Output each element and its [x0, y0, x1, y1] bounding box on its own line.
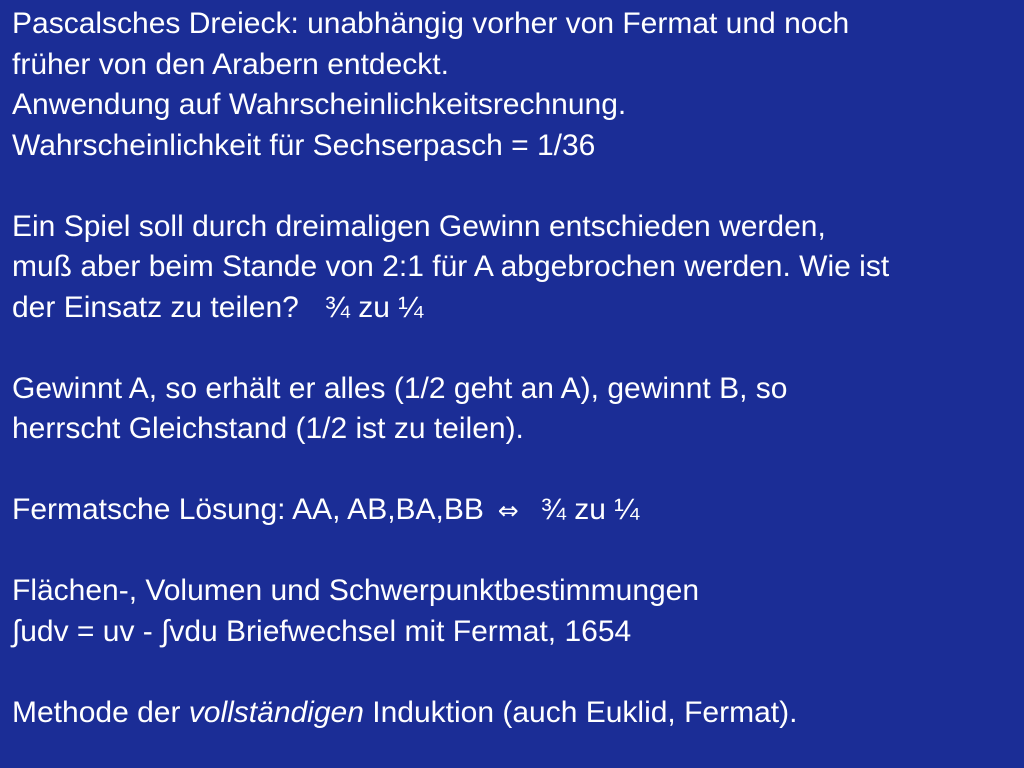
text-line-probability-application: Anwendung auf Wahrscheinlichkeitsrechnung.	[12, 88, 627, 121]
fermat-solution-text: Fermatsche Lösung: AA, AB,BA,BB	[12, 493, 484, 526]
induction-after: Induktion (auch Euklid, Fermat).	[363, 695, 798, 729]
stake-answer: ¾ zu ¼	[324, 290, 424, 324]
stake-question: der Einsatz zu teilen?	[12, 290, 299, 324]
formula-part-a: udv = uv -	[20, 614, 162, 648]
iff-arrow-icon: ⇔	[497, 496, 519, 525]
text-line-tie: herrscht Gleichstand (1/2 ist zu teilen).	[12, 412, 524, 445]
text-line-pascal: Pascalsches Dreieck: unabhängig vorher von Fermat und noch	[12, 7, 850, 40]
text-line-area-volume: Flächen-, Volumen und Schwerpunktbestimmungen	[12, 574, 700, 607]
induction-before: Methode der	[12, 695, 189, 729]
text-line-stake-question	[12, 288, 1024, 329]
fermat-solution-answer: ¾ zu ¼	[540, 493, 640, 526]
induction-emphasis: vollständigen	[188, 695, 364, 729]
integral-icon: ∫	[161, 614, 170, 648]
text-line-arabs: früher von den Arabern entdeckt.	[12, 47, 449, 81]
formula-part-b: vdu Briefwechsel mit Fermat, 1654	[169, 614, 632, 648]
text-line-fermat-solution	[12, 490, 1024, 531]
text-line-sechserpasch: Wahrscheinlichkeit für Sechserpasch = 1/36	[12, 128, 596, 162]
text-line-integration-by-parts	[12, 612, 1024, 653]
text-line-interrupted: muß aber beim Stande von 2:1 für A abgebrochen werden. Wie ist	[12, 250, 890, 283]
spacer	[12, 328, 1024, 369]
spacer	[12, 166, 1024, 207]
spacer	[12, 450, 1024, 491]
text-line-game: Ein Spiel soll durch dreimaligen Gewinn entschieden werden,	[12, 209, 826, 243]
text-line-induction	[12, 693, 1024, 734]
text-line-wins-a: Gewinnt A, so erhält er alles (1/2 geht an A), gewinnt B, so	[12, 371, 788, 405]
spacer	[12, 652, 1024, 693]
integral-icon: ∫	[12, 614, 21, 648]
spacer	[12, 531, 1024, 572]
